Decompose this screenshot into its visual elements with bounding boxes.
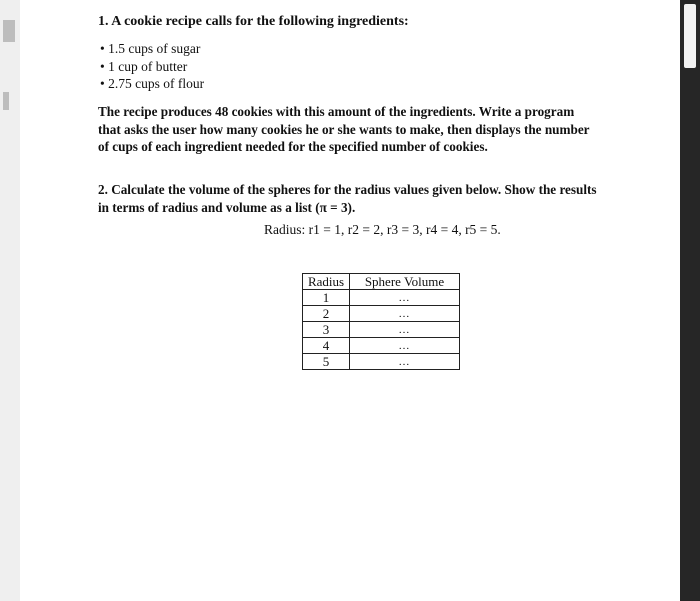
- document-page: [20, 0, 680, 601]
- table-row: [303, 338, 460, 354]
- table-cell-volume: ...: [350, 354, 460, 370]
- table-cell-radius: 2: [303, 306, 350, 322]
- table-cell-volume: ...: [350, 322, 460, 338]
- table-row: [303, 306, 460, 322]
- table-row: [303, 290, 460, 306]
- table-row: [303, 322, 460, 338]
- table-cell-volume: ...: [350, 306, 460, 322]
- left-margin-mark: [3, 20, 15, 42]
- ingredient-list: [100, 40, 204, 93]
- table-cell-radius: 4: [303, 338, 350, 354]
- table-cell-radius: 5: [303, 354, 350, 370]
- ingredient-item: • 2.75 cups of flour: [100, 75, 204, 93]
- table-cell-volume: ...: [350, 290, 460, 306]
- table-cell-radius: 1: [303, 290, 350, 306]
- table-header-volume: Sphere Volume: [350, 274, 460, 290]
- table-cell-radius: 3: [303, 322, 350, 338]
- question-2-body: 2. Calculate the volume of the spheres for the radius values given below. Show the results in terms of radius and volume as a list (π = 3).: [98, 182, 597, 215]
- left-margin-panel: [0, 0, 20, 601]
- table-header-row: [303, 274, 460, 290]
- table-row: [303, 354, 460, 370]
- ingredient-item: • 1.5 cups of sugar: [100, 40, 204, 58]
- scrollbar-thumb[interactable]: [684, 4, 696, 68]
- table-header-radius: Radius: [303, 274, 350, 290]
- sphere-volume-table: [302, 273, 460, 370]
- ingredient-item: • 1 cup of butter: [100, 58, 204, 76]
- left-margin-mark: [3, 92, 9, 110]
- scrollbar-track[interactable]: [680, 0, 700, 601]
- table-cell-volume: ...: [350, 338, 460, 354]
- radius-values: Radius: r1 = 1, r2 = 2, r3 = 3, r4 = 4, r5 = 5.: [264, 222, 501, 237]
- question-1-title: 1. A cookie recipe calls for the following ingredients:: [98, 14, 409, 29]
- question-1-body: The recipe produces 48 cookies with this amount of the ingredients. Write a program that asks the user how many cookies he or she wants to make, then displays the number of cups of each ingredient needed for the specified number of cookies.: [98, 104, 590, 155]
